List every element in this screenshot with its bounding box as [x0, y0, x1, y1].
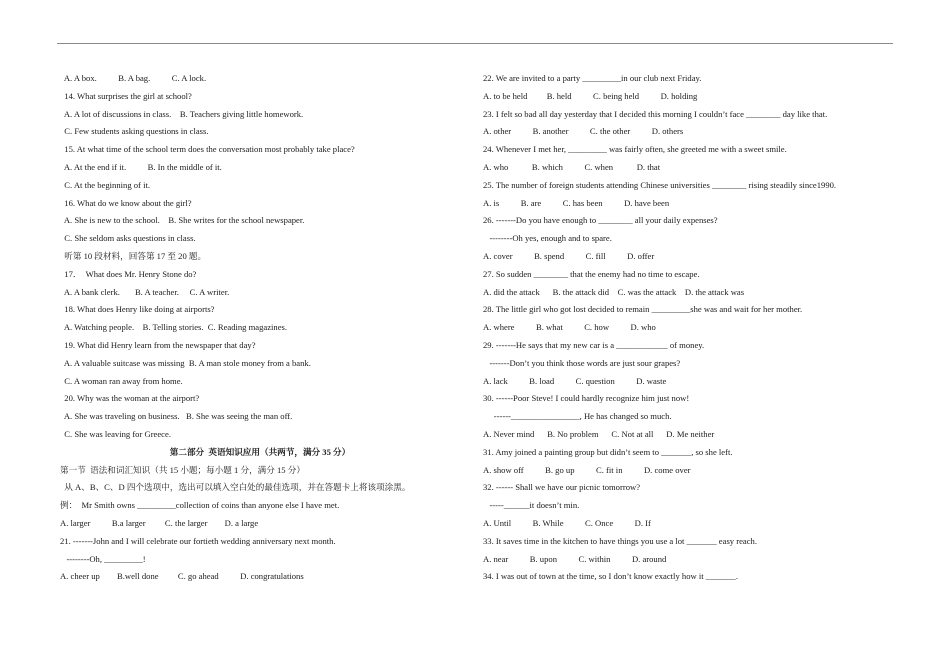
text-line: 26. -------Do you have enough to ________ all your daily expenses?: [483, 215, 718, 226]
text-line: 第二部分 英语知识应用（共两节，满分 35 分）: [169, 446, 351, 457]
text-line: A. cover B. spend C. fill D. offer: [483, 250, 655, 261]
text-line: A. did the attack B. the attack did C. was the attack D. the attack was: [483, 286, 745, 297]
text-line: 20. Why was the woman at the airport?: [60, 393, 200, 404]
text-line: A. show off B. go up C. fit in D. come over: [483, 464, 691, 475]
text-line: 27. So sudden ________ that the enemy had no time to escape.: [483, 268, 700, 279]
text-line: 32. ------ Shall we have our picnic tomorrow?: [483, 482, 641, 493]
text-line: A. She was traveling on business. B. She was seeing the man off.: [60, 411, 293, 422]
text-line: 22. We are invited to a party _________in our club next Friday.: [483, 73, 702, 83]
text-line: A. A lot of discussions in class. B. Teachers giving little homework.: [60, 108, 304, 119]
header-rule: [57, 43, 893, 44]
text-line: A. is B. are C. has been D. have been: [483, 197, 670, 208]
text-line: 从 A、B、C、D 四个选项中，选出可以填入空白处的最佳选项，并在答题卡上将该项涂黑。: [60, 482, 411, 493]
text-line: A. other B. another C. the other D. others: [483, 126, 684, 137]
text-line: A. near B. upon C. within D. around: [483, 553, 667, 564]
text-line: C. Few students asking questions in class.: [60, 126, 209, 137]
text-line: A. Until B. While C. Once D. If: [483, 517, 651, 528]
text-line: 14. What surprises the girl at school?: [60, 90, 192, 101]
text-line: A. Never mind B. No problem C. Not at all D. Me neither: [483, 428, 715, 439]
text-line: 17． What does Mr. Henry Stone do?: [60, 268, 197, 279]
text-line: 例： Mr Smith owns _________collection of coins than anyone else I have met.: [60, 500, 340, 511]
right-column: [483, 70, 903, 586]
text-line: 31. Amy joined a painting group but didn’t seem to _______, so she left.: [483, 446, 733, 457]
text-line: 24. Whenever I met her, _________ was fairly often, she greeted me with a sweet smile.: [483, 144, 787, 155]
text-line: 21. -------John and I will celebrate our fortieth wedding anniversary next month.: [60, 535, 336, 546]
text-line: C. She seldom asks questions in class.: [60, 233, 196, 244]
text-line: --------Oh, _________!: [60, 553, 146, 564]
text-line: 30. ------Poor Steve! I could hardly recognize him just now!: [483, 393, 690, 404]
text-line: A. She is new to the school. B. She writes for the school newspaper.: [60, 215, 305, 226]
text-line: 25. The number of foreign students attending Chinese universities ________ rising steadily since1990.: [483, 179, 837, 190]
text-line: 23. I felt so bad all day yesterday that I decided this morning I couldn’t face ________ day like that.: [483, 108, 828, 119]
text-line: 34. I was out of town at the time, so I don’t know exactly how it _______.: [483, 571, 738, 582]
text-line: A. cheer up B.well done C. go ahead D. congratulations: [60, 571, 304, 582]
text-line: C. A woman ran away from home.: [60, 375, 183, 386]
text-line: C. At the beginning of it.: [60, 179, 150, 190]
text-line: -----______it doesn’t min.: [483, 500, 580, 511]
text-line: 15. At what time of the school term does the conversation most probably take place?: [60, 144, 355, 155]
text-line: A. lack B. load C. question D. waste: [483, 375, 667, 386]
text-line: 18. What does Henry like doing at airports?: [60, 304, 215, 315]
text-line: 28. The little girl who got lost decided to remain _________she was and wait for her mother.: [483, 304, 803, 315]
text-line: C. She was leaving for Greece.: [60, 428, 171, 439]
text-line: A. A bank clerk. B. A teacher. C. A writer.: [60, 286, 230, 297]
text-line: --------Oh yes, enough and to spare.: [483, 233, 612, 244]
left-column: [60, 70, 460, 586]
text-line: -------Don’t you think those words are just sour grapes?: [483, 357, 681, 368]
text-line: 听第 10 段材料，回答第 17 至 20 题。: [60, 250, 207, 261]
text-line: A. At the end if it. B. In the middle of it.: [60, 161, 222, 172]
text-line: A. to be held B. held C. being held D. holding: [483, 90, 698, 101]
text-line: 19. What did Henry learn from the newspaper that day?: [60, 339, 256, 350]
text-line: A. larger B.a larger C. the larger D. a large: [60, 517, 259, 528]
text-line: ------________________, He has changed so much.: [483, 411, 672, 422]
text-line: A. who B. which C. when D. that: [483, 161, 661, 172]
text-line: 29. -------He says that my new car is a ____________ of money.: [483, 339, 705, 350]
text-line: A. A valuable suitcase was missing B. A man stole money from a bank.: [60, 357, 311, 368]
text-line: A. where B. what C. how D. who: [483, 322, 656, 333]
text-line: 第一节 语法和词汇知识（共 15 小题；每小题 1 分，满分 15 分）: [60, 464, 305, 475]
text-line: 33. It saves time in the kitchen to have things you use a lot _______ easy reach.: [483, 535, 757, 546]
text-line: A. Watching people. B. Telling stories. C. Reading magazines.: [60, 322, 288, 333]
text-line: A. A box. B. A bag. C. A lock.: [60, 73, 207, 83]
text-line: 16. What do we know about the girl?: [60, 197, 192, 208]
